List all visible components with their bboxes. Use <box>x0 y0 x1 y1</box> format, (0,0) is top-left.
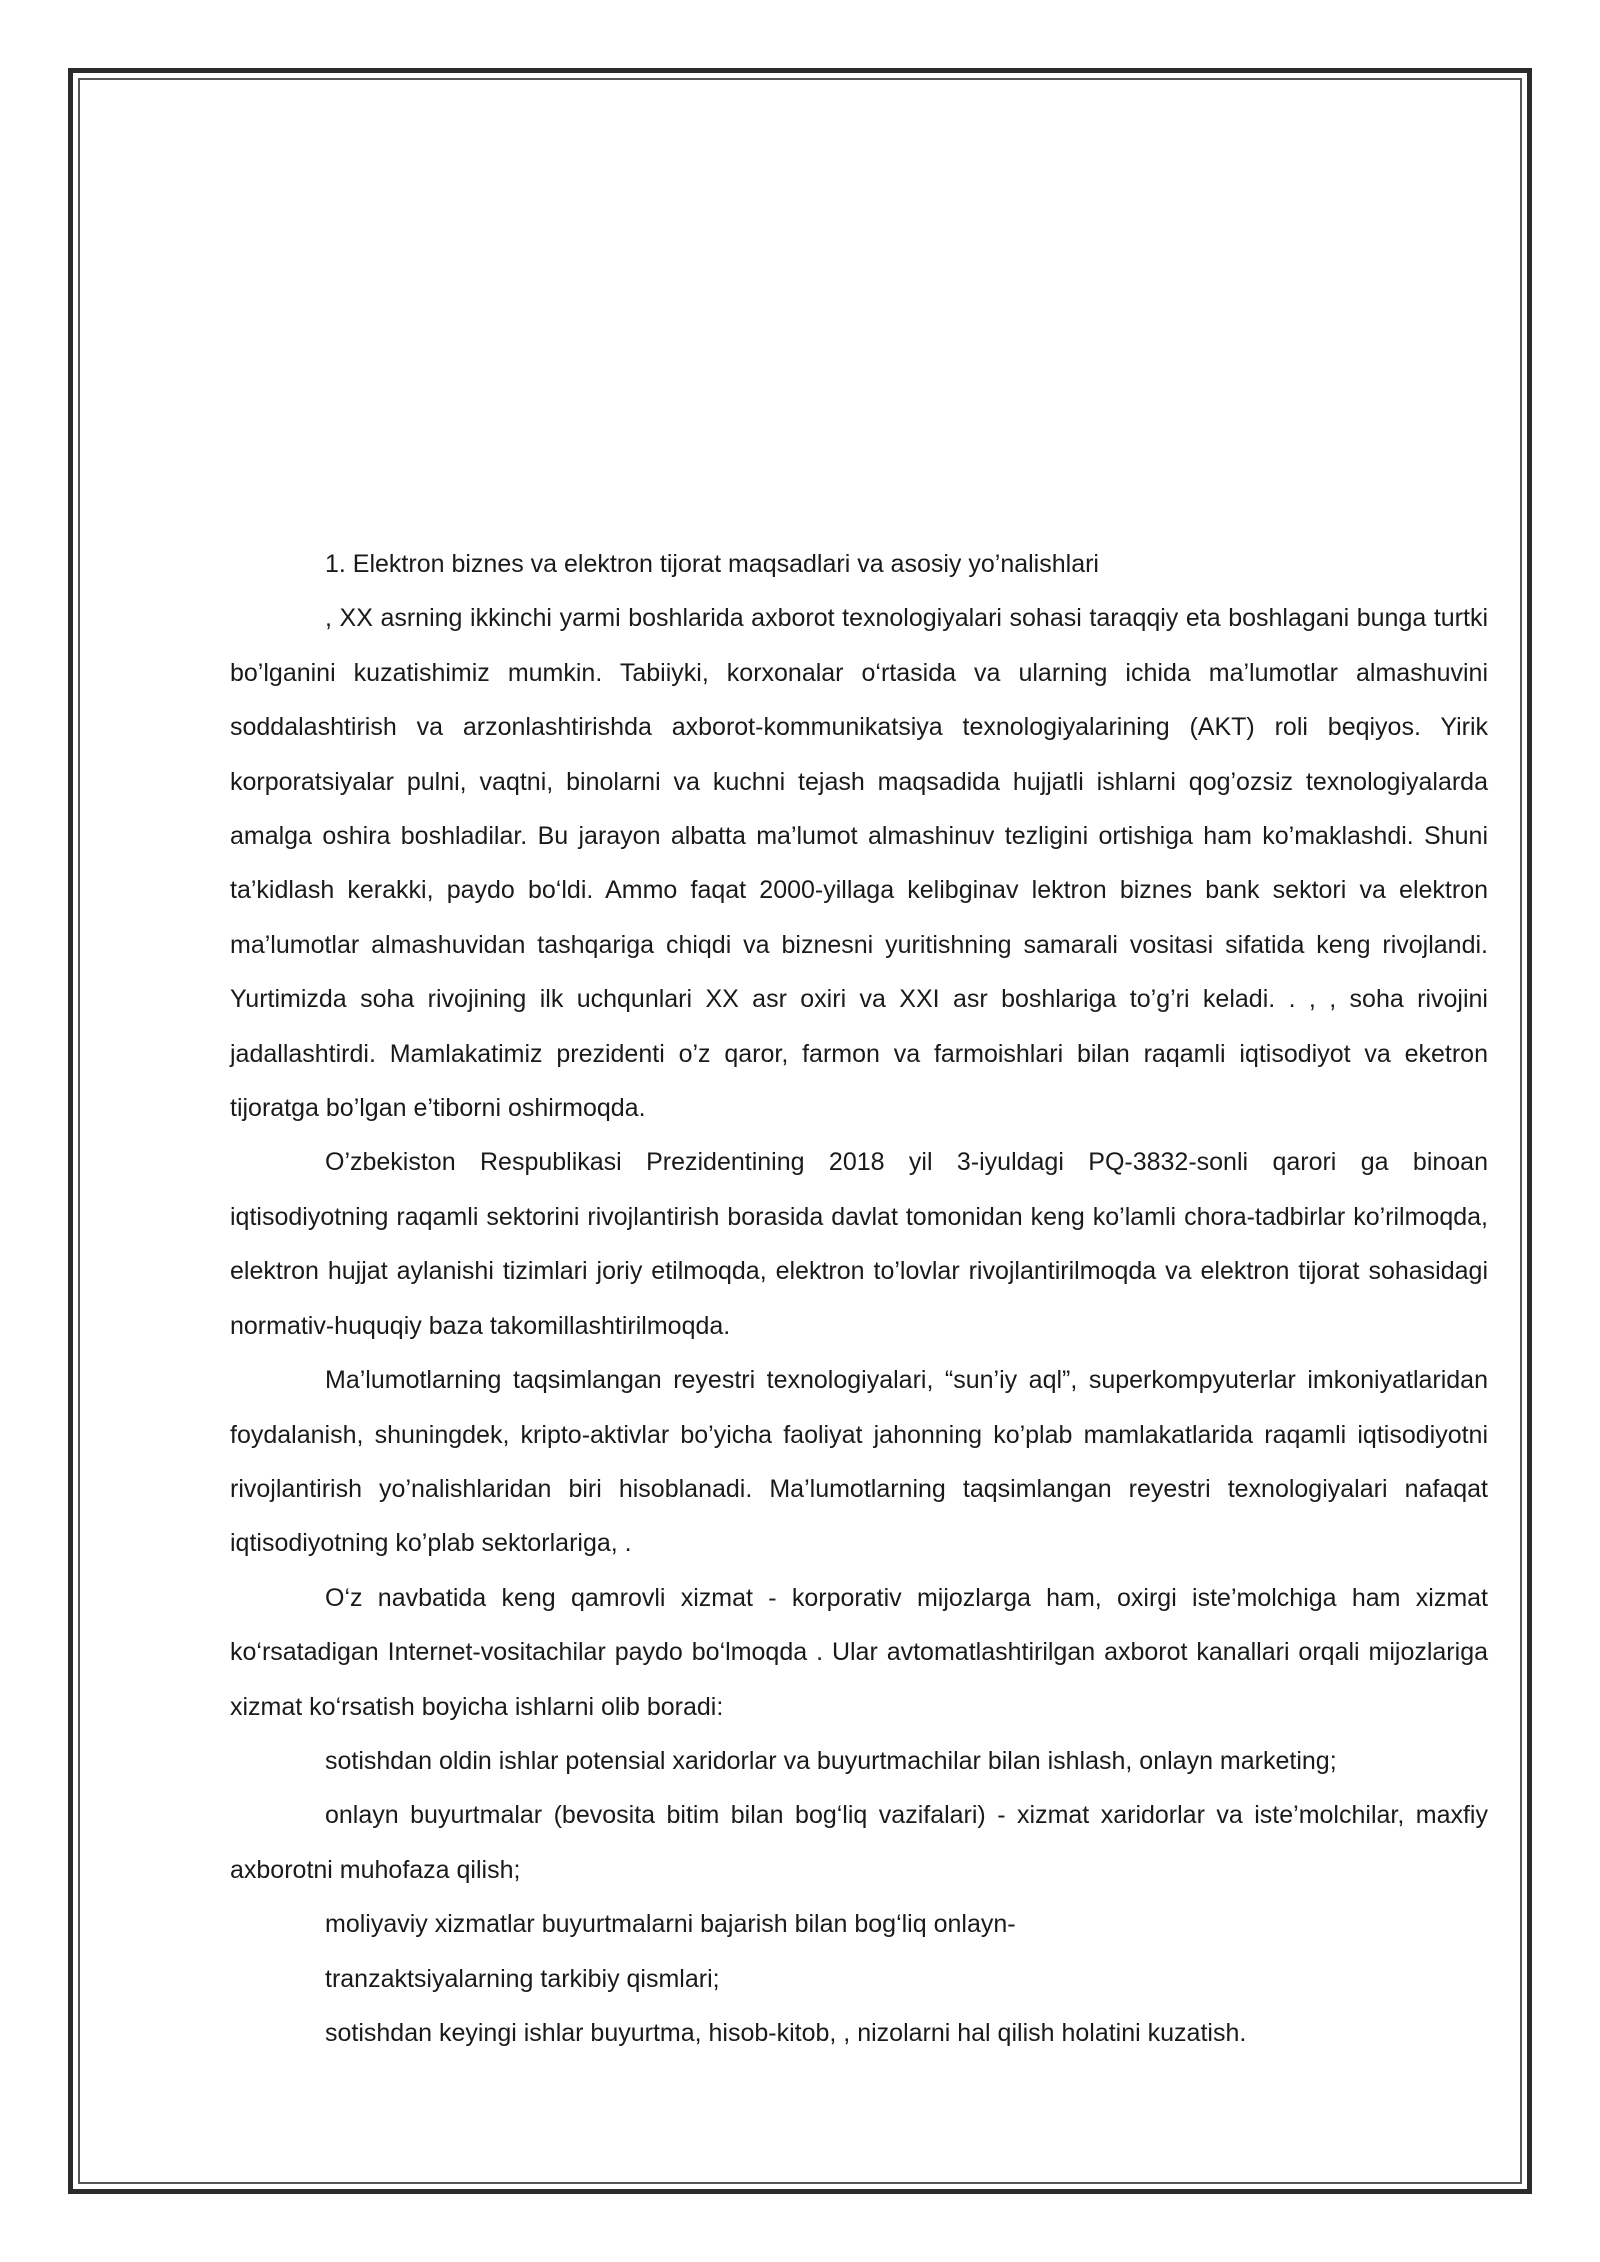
list-item: onlayn buyurtmalar (bevosita bitim bilan bog‘liq vazifalari) - xizmat xaridorlar va iste’molchilar, maxfiy axborotni muhofaza qilish; <box>230 1801 1488 1884</box>
document-body <box>230 537 1488 2060</box>
paragraph: Ma’lumotlarning taqsimlangan reyestri texnologiyalari, “sun’iy aql”, superkompyuterlar imkoniyatlaridan foydalanish, shuningdek, kripto-aktivlar bo’yicha faoliyat jahonning ko’plab mamlakatlarida raqamli iqtisodiyotni rivojlantirish yo’nalishlaridan biri hisoblanadi. Ma’lumotlarning taqsimlangan reyestri texnologiyalari nafaqat iqtisodiyotning ko’plab sektorlariga, . <box>230 1366 1488 1558</box>
paragraph: O‘z navbatida keng qamrovli xizmat - korporativ mijozlarga ham, oxirgi iste’molchiga ham xizmat ko‘rsatadigan Internet-vositachilar paydo bo‘lmoqda . Ular avtomatlashtirilgan axborot kanallari orqali mijozlariga xizmat ko‘rsatish boyicha ishlarni olib boradi: <box>230 1583 1488 1721</box>
list-item: sotishdan oldin ishlar potensial xaridorlar va buyurtmachilar bilan ishlash, onlayn marketing; <box>325 1746 1337 1775</box>
paragraph: , XX asrning ikkinchi yarmi boshlarida axborot texnologiyalari sohasi taraqqiy eta boshlagani bunga turtki bo’lganini kuzatishimiz mumkin. Tabiiyki, korxonalar o‘rtasida va ularning ichida ma’lumotlar almashuvini soddalashtirish va arzonlashtirishda axborot-kommunikatsiya texnologiyalarining (AKT) roli beqiyos. Yirik korporatsiyalar pulni, vaqtni, binolarni va kuchni tejash maqsadida hujjatli ishlarni qog’ozsiz texnologiyalarda amalga oshira boshladilar. Bu jarayon albatta ma’lumot almashinuv tezligini ortishiga ham ko’maklashdi. Shuni ta’kidlash kerakki, paydo bo‘ldi. Ammo faqat 2000-yillaga kelibginav lektron biznes bank sektori va elektron ma’lumotlar almashuvidan tashqariga chiqdi va biznesni yuritishning samarali vositasi sifatida keng rivojlandi. Yurtimizda soha rivojining ilk uchqunlari XX asr oxiri va XXI asr boshlariga to’g’ri keladi. . , , soha rivojini jadallashtirdi. Mamlakatimiz prezidenti o’z qaror, farmon va farmoishlari bilan raqamli iqtisodiyot va eketron tijoratga bo’lgan e’tiborni oshirmoqda. <box>230 604 1488 1123</box>
paragraph: O’zbekiston Respublikasi Prezidentining 2018 yil 3-iyuldagi PQ-3832-sonli qarori ga binoan iqtisodiyotning raqamli sektorini rivojlantirish borasida davlat tomonidan keng ko’lamli chora-tadbirlar ko’rilmoqda, elektron hujjat aylanishi tizimlari joriy etilmoqda, elektron to’lovlar rivojlantirilmoqda va elektron tijorat sohasidagi normativ-huquqiy baza takomillashtirilmoqda. <box>230 1148 1488 1340</box>
list-item: moliyaviy xizmatlar buyurtmalarni bajarish bilan bog‘liq onlayn- <box>325 1910 1016 1939</box>
list-item: tranzaktsiyalarning tarkibiy qismlari; <box>325 1964 720 1993</box>
section-heading: 1. Elektron biznes va elektron tijorat maqsadlari va asosiy yo’nalishlari <box>325 550 1099 578</box>
list-item: sotishdan keyingi ishlar buyurtma, hisob-kitob, , nizolarni hal qilish holatini kuzatish. <box>325 2018 1247 2047</box>
